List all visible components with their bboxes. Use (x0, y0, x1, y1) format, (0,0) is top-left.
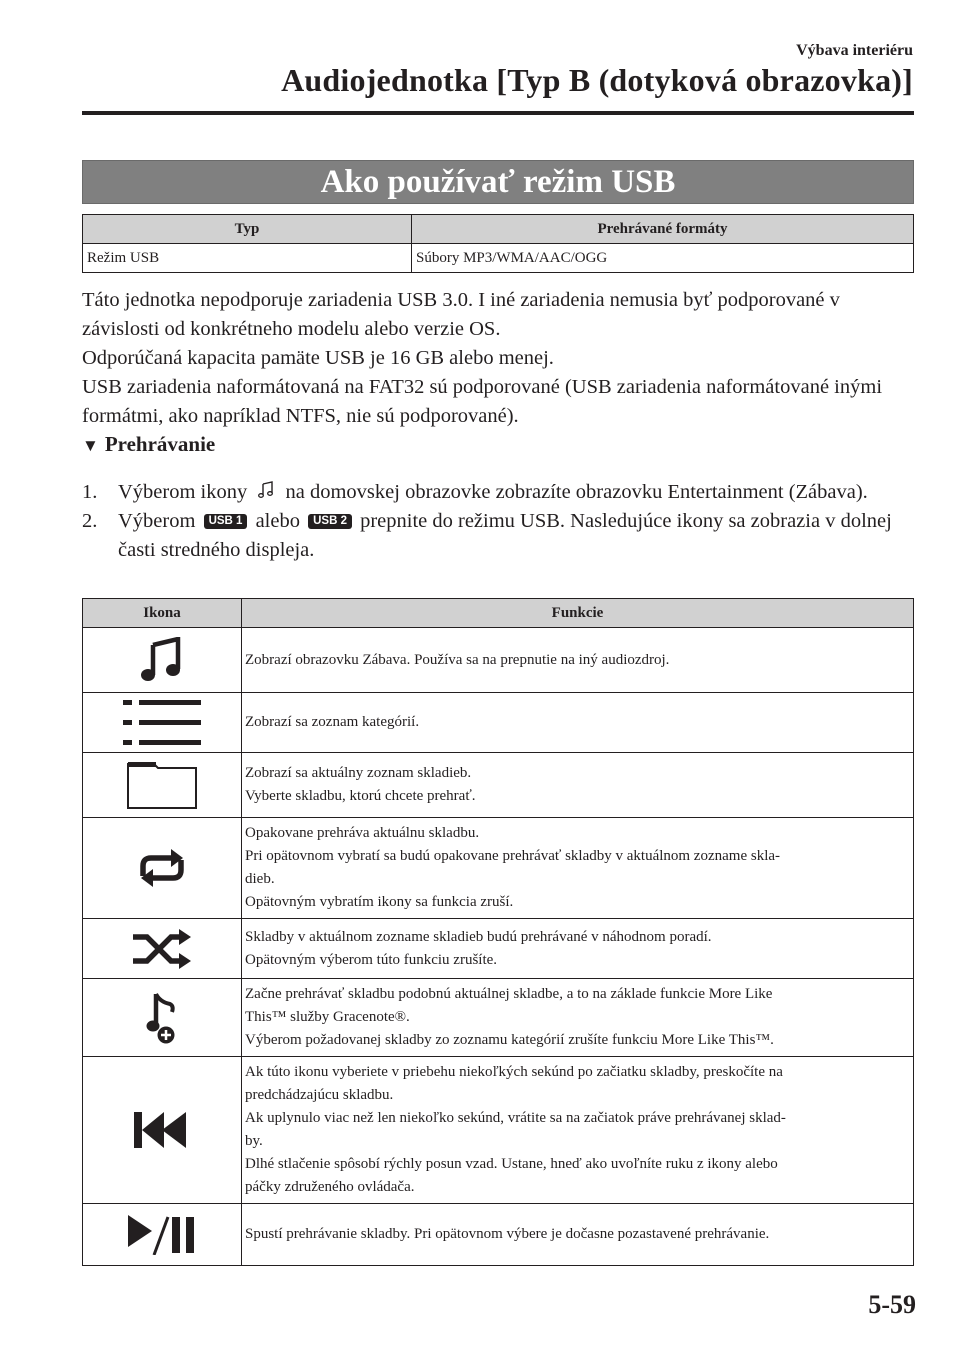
table-row (83, 753, 914, 818)
text-line: Zobrazí obrazovku Zábava. Používa sa na prepnutie na iný audiozdroj. (245, 651, 670, 668)
page-title: Audiojednotka [Typ B (dotyková obrazovka)] (281, 62, 913, 98)
page-number: 5-59 (868, 1290, 916, 1319)
paragraph: USB zariadenia naformátovaná na FAT32 sú podporované (USB zariadenia naformátované inými formátmi, ako napríklad NTFS, nie sú podporované). (82, 376, 883, 427)
text-line: Začne prehrávať skladbu podobnú aktuálnej skladbe, a to na základe funkcie More Like (245, 986, 773, 1002)
step-text-part: Výberom (118, 510, 196, 532)
function-cell (242, 628, 914, 693)
function-cell (242, 1057, 914, 1204)
repeat-icon (133, 848, 191, 888)
table-row (83, 979, 914, 1057)
table-row (83, 628, 914, 693)
text-line: Ak uplynulo viac než len niekoľko sekúnd, vrátite sa na začiatok práve prehrávanej sklad- (245, 1110, 786, 1126)
subheading (82, 432, 215, 457)
icon-cell (83, 753, 242, 818)
step-number: 1. (82, 481, 98, 503)
function-cell (242, 1204, 914, 1266)
step-text-part: na domovskej obrazovke zobrazíte obrazovku Entertainment (Zábava). (285, 481, 868, 503)
text-line: páčky združeného ovládača. (245, 1179, 415, 1195)
column-header: Prehrávané formáty (412, 215, 914, 244)
text-line: This™ služby Gracenote®. (245, 1009, 410, 1025)
text-line: by. (245, 1133, 263, 1149)
column-header: Ikona (83, 599, 242, 628)
category-list-icon (123, 700, 201, 746)
usb2-button-icon: USB 2 (308, 514, 352, 529)
table-row (83, 244, 914, 273)
more-like-this-icon (146, 992, 178, 1044)
formats-table (82, 214, 914, 273)
text-line: Opätovným výberom túto funkciu zrušíte. (245, 951, 498, 968)
icon-cell (83, 628, 242, 693)
table-cell: Súbory MP3/WMA/AAC/OGG (412, 244, 914, 273)
text-line: dieb. (245, 871, 275, 887)
icon-cell (83, 818, 242, 919)
function-cell (242, 693, 914, 753)
text-line: Pri opätovnom vybratí sa budú opakovane prehrávať skladby v aktuálnom zozname skla- (245, 848, 781, 864)
subheading-text: Prehrávanie (104, 432, 216, 456)
table-row (83, 919, 914, 979)
icon-cell (83, 919, 242, 979)
icon-cell (83, 1057, 242, 1204)
paragraph: Odporúčaná kapacita pamäte USB je 16 GB alebo menej. (82, 347, 554, 369)
step-text-part: Výberom ikony (118, 481, 248, 503)
step-text-part: prepnite do režimu USB. Nasledujúce ikony sa zobrazia v dolnej časti stredného displeja. (118, 510, 892, 561)
text-line: Zobrazí sa zoznam kategórií. (245, 714, 420, 730)
music-note-icon (256, 480, 276, 500)
play-pause-icon (128, 1215, 196, 1255)
text-line: predchádzajúcu skladbu. (245, 1087, 394, 1103)
text-line: Vyberte skladbu, ktorú chcete prehrať. (245, 788, 476, 804)
text-line: Skladby v aktuálnom zozname skladieb budú prehrávané v náhodnom poradí. (245, 928, 712, 945)
text-line: Ak túto ikonu vyberiete v priebehu niekoľkých sekúnd po začiatku skladby, preskočíte na (245, 1064, 783, 1080)
text-line: Zobrazí sa aktuálny zoznam skladieb. (245, 765, 472, 781)
paragraph: Táto jednotka nepodporuje zariadenia USB 3.0. I iné zariadenia nemusia byť podporované v závislosti od konkrétneho modelu alebo verzie OS. (82, 289, 840, 340)
column-header: Typ (83, 215, 412, 244)
function-cell (242, 818, 914, 919)
header-rule (82, 111, 914, 115)
table-header-row (83, 215, 914, 244)
text-line: Dlhé stlačenie spôsobí rýchly posun vzad. Ustane, hneď ako uvoľníte ruku z ikony alebo (245, 1156, 778, 1172)
text-line: Opätovným vybratím ikony sa funkcia zruší. (245, 894, 514, 910)
function-cell (242, 919, 914, 979)
icon-cell (83, 979, 242, 1057)
intro-text (82, 286, 922, 431)
list-item (82, 507, 922, 565)
triangle-marker-icon: ▼ (82, 436, 99, 455)
section-banner: Ako používať režim USB (82, 160, 914, 204)
table-cell: Režim USB (83, 244, 412, 273)
text-line: Spustí prehrávanie skladby. Pri opätovnom výbere je dočasne pozastavené prehrávanie. (245, 1226, 770, 1242)
folder-icon (126, 760, 198, 810)
table-row (83, 1204, 914, 1266)
shuffle-icon (131, 929, 193, 969)
table-row (83, 1057, 914, 1204)
step-text (118, 507, 922, 565)
icons-table (82, 598, 914, 1266)
table-row (83, 818, 914, 919)
skip-back-icon (134, 1112, 190, 1148)
step-text (118, 478, 922, 507)
step-text-part: alebo (255, 510, 300, 532)
music-note-icon (140, 637, 184, 683)
steps-list (82, 478, 922, 565)
function-cell (242, 979, 914, 1057)
list-item (82, 478, 922, 507)
section-label: Výbava interiéru (796, 42, 913, 59)
column-header: Funkcie (242, 599, 914, 628)
function-cell (242, 753, 914, 818)
step-number: 2. (82, 510, 98, 532)
icon-cell (83, 1204, 242, 1266)
icon-cell (83, 693, 242, 753)
text-line: Opakovane prehráva aktuálnu skladbu. (245, 825, 480, 841)
table-row (83, 693, 914, 753)
table-header-row (83, 599, 914, 628)
text-line: Výberom požadovanej skladby zo zoznamu kategórií zrušíte funkciu More Like This™. (245, 1032, 774, 1048)
usb1-button-icon: USB 1 (204, 514, 248, 529)
